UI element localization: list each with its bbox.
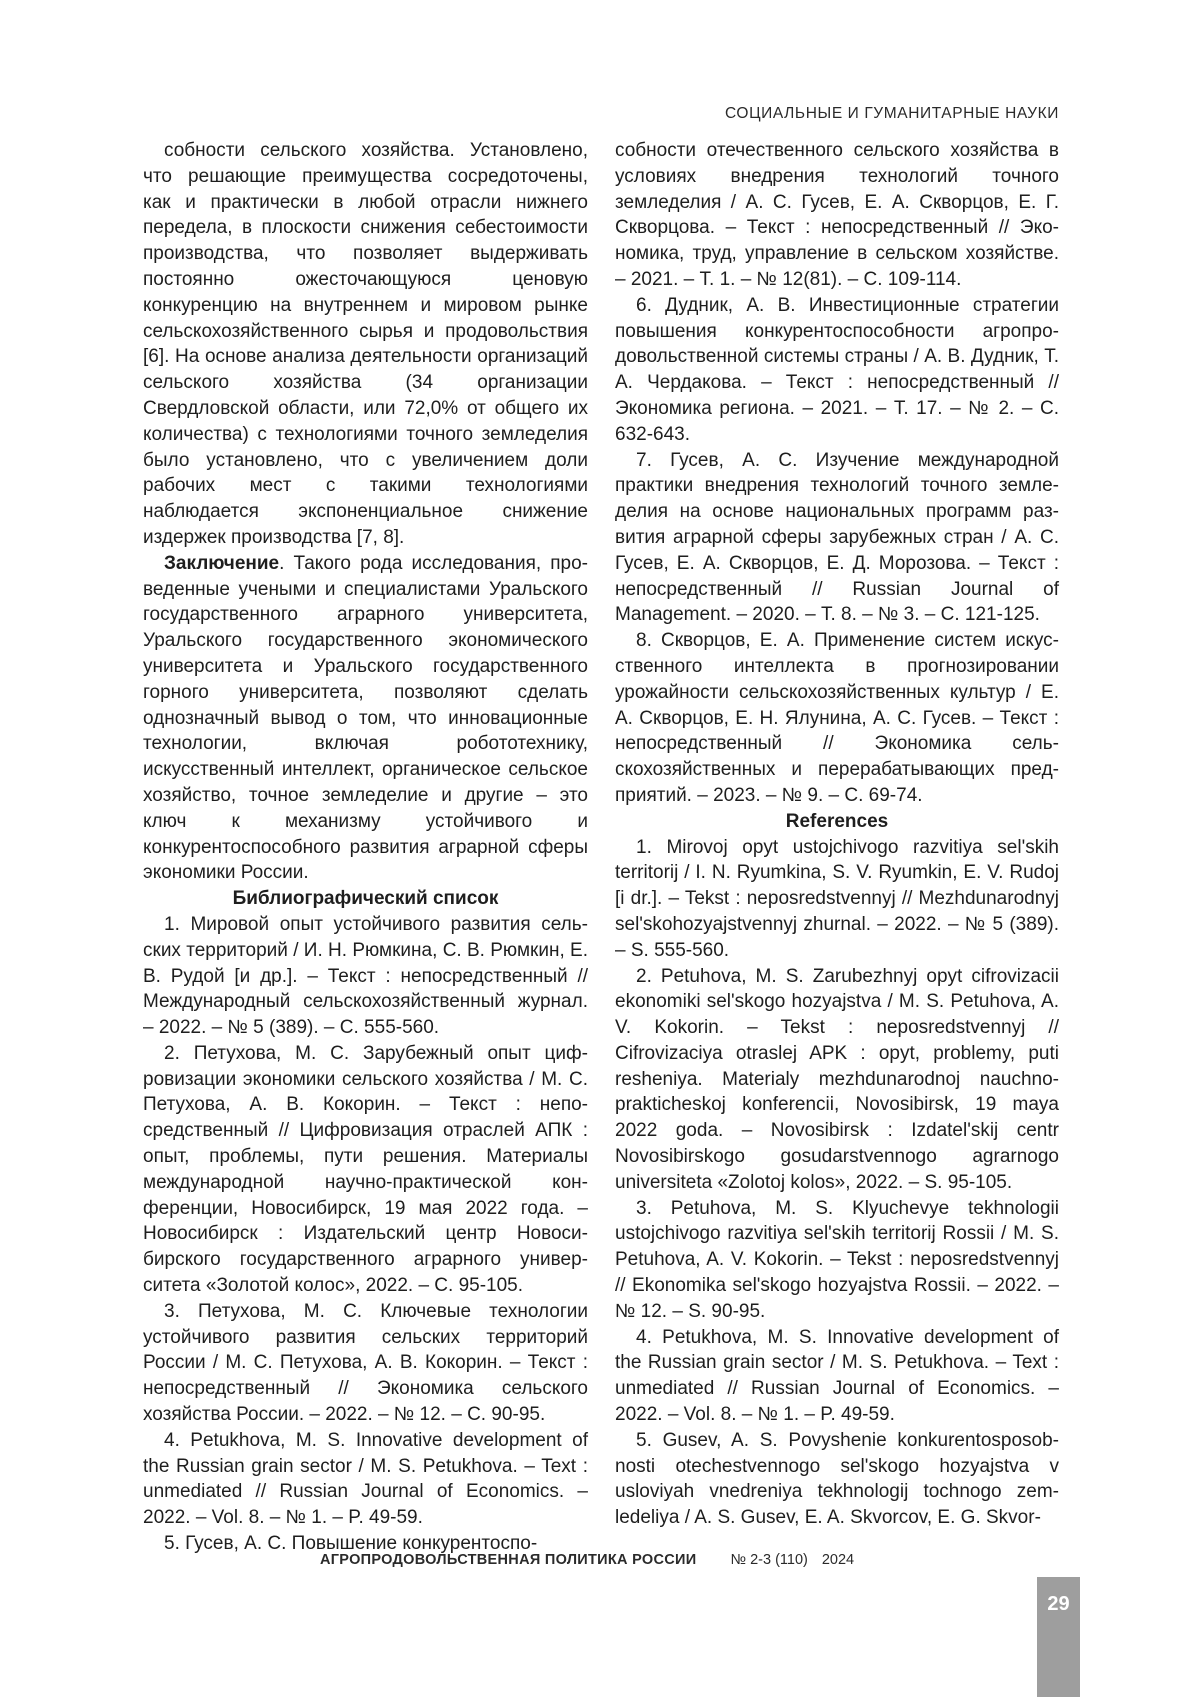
references-heading: References: [785, 810, 889, 832]
left-column: [143, 138, 588, 1557]
reference-continuation: собности отечественного сельского хозяйства в условиях внедрения технологий точного земледелия / А. С. Гусев, Е. А. Скворцов, Е. Г. Скворцова. – Текст : непосредственный // Экономика, труд, управление в сельском хозяйстве. – 2021. – Т. 1. – № 12(81). – С. 109-114.: [615, 140, 1059, 290]
body-paragraph: собности сельского хозяйства. Установлено, что решающие преимущества сосредоточены, как и практически в любой отрасли нижнего передела, в плоскости снижения себестоимости производства, что позволяет выдерживать постоянно ожесточающуюся ценовую конкуренцию на внутреннем и мировом рынке сельскохозяйственного сырья и продовольствия [6]. На основе анализа деятельности организаций сельского хозяйства (34 организации Свердловской области, или 72,0% от общего их количества) с технологиями точного земледелия было установлено, что с увеличением доли рабочих мест с такими технологиями наблюдается экспоненциальное снижение издержек производства [7, 8].: [143, 140, 588, 548]
reference-item-en: 3. Petuhova, M. S. Klyuchevye tekhnologii ustojchivogo razvitiya sel'skih territorij Rossii / M. S. Petuhova, A. V. Kokorin. – Tekst : neposredstvennyj // Ekonomika sel'skogo hozyajstva Rossii. – 2022. – № 12. – S. 90-95.: [615, 1197, 1059, 1322]
reference-item-en: 2. Petuhova, M. S. Zarubezhnyj opyt cifrovizacii ekonomiki sel'skogo hozyajstva / M. S. Petuhova, A. V. Kokorin. – Tekst : neposredstvennyj // Cifrovizaciya otraslej APK : opyt, problemy, puti resheniya. Materialy mezhdunarodnoj nauchno-prakticheskoj konferencii, Novosibirsk, 19 maya 2022 goda. – Novosibirsk : Izdatel'skij centr Novosibirskogo gosudarstvennogo agrarnogo universiteta «Zolotoj kolos», 2022. – S. 95-105.: [615, 965, 1059, 1193]
conclusion-paragraph: [143, 551, 588, 886]
reference-item: 6. Дудник, А. В. Инвестиционные стратегии повышения конкурентоспособности агропродовольственной системы страны / А. В. Дудник, Т. А. Чердакова. – Текст : непосредственный // Экономика региона. – 2021. – Т. 17. – № 2. – С. 632-643.: [615, 294, 1059, 445]
section-header: СОЦИАЛЬНЫЕ И ГУМАНИТАРНЫЕ НАУКИ: [724, 105, 1059, 122]
right-column: [615, 138, 1059, 1531]
reference-item-en: 5. Gusev, A. S. Povyshenie konkurentosposobnosti otechestvennogo sel'skogo hozyajstva v usloviyah vnedreniya tekhnologij tochnogo zemledeliya / A. S. Gusev, E. A. Skvorcov, E. G. Skvor-: [615, 1429, 1059, 1529]
reference-item: 3. Петухова, М. С. Ключевые технологии устойчивого развития сельских территорий России / М. С. Петухова, А. В. Кокорин. – Текст : непосредственный // Экономика сельского хозяйства России. – 2022. – № 12. – С. 90-95.: [143, 1300, 588, 1426]
issue-year: 2024: [821, 1552, 855, 1568]
reference-item-en: 1. Mirovoj opyt ustojchivogo razvitiya sel'skih territorij / I. N. Ryumkina, S. V. Ryumkin, E. V. Rudoj [i dr.]. – Tekst : neposredstvennyj // Mezhdunarodnyj sel'skohozyajstvennyj zhurnal. – 2022. – № 5 (389). – S. 555-560.: [615, 836, 1059, 961]
reference-item: 5. Гусев, А. С. Повышение конкурентоспо-: [164, 1533, 538, 1555]
journal-title: АГРОПРОДОВОЛЬСТВЕННАЯ ПОЛИТИКА РОССИИ: [320, 1552, 697, 1568]
reference-item: 1. Мировой опыт устойчивого развития сельских территорий / И. Н. Рюмкина, С. В. Рюмкин, Е. В. Рудой [и др.]. – Текст : непосредственный // Международный сельскохозяйственный журнал. – 2022. – № 5 (389). – С. 555-560.: [143, 913, 588, 1039]
bibliography-heading: Библиографический список: [232, 888, 499, 910]
page-number-tab: [1037, 1577, 1080, 1697]
reference-item: 7. Гусев, А. С. Изучение международной практики внедрения технологий точного земледелия на основе национальных программ развития аграрной сферы зарубежных стран / А. С. Гусев, Е. А. Скворцов, Е. Д. Морозова. – Текст : непосредственный // Russian Journal of Management. – 2020. – Т. 8. – № 3. – С. 121-125.: [615, 449, 1059, 626]
reference-item: 8. Скворцов, Е. А. Применение систем искусственного интеллекта в прогнозировании урожайности сельскохозяйственных культур / Е. А. Скворцов, Е. Н. Ялунина, А. С. Гусев. – Текст : непосредственный // Экономика сельскохозяйственных и перерабатывающих предприятий. – 2023. – № 9. – С. 69-74.: [615, 630, 1059, 806]
page-number: 29: [1047, 1593, 1070, 1615]
reference-item: 2. Петухова, М. С. Зарубежный опыт цифровизации экономики сельского хозяйства / М. С. Петухова, А. В. Кокорин. – Текст : непосредственный // Цифровизация отраслей АПК : опыт, проблемы, пути решения. Материалы международной научно-практической конференции, Новосибирск, 19 мая 2022 года. – Новосибирск : Издательский центр Новосибирского государственного аграрного университета «Золотой колос», 2022. – С. 95-105.: [143, 1042, 588, 1297]
conclusion-text: . Такого рода исследования, проведенные учеными и специалистами Уральского государственного аграрного университета, Уральского государственного экономического университета и Уральского государственного горного университета, позволяют сделать однозначный вывод о том, что инновационные технологии, включая робототехнику, искусственный интеллект, органическое сельское хозяйство, точное земледелие и другие – это ключ к механизму устойчивого и конкурентоспособного развития аграрной сферы экономики России.: [143, 552, 588, 884]
reference-item: 4. Petukhova, M. S. Innovative development of the Russian grain sector / M. S. Petukhova. – Text : unmediated // Russian Journal of Economics. – 2022. – Vol. 8. – № 1. – P. 49-59.: [143, 1429, 588, 1529]
conclusion-label: Заключение: [164, 552, 280, 574]
issue-number: № 2-3 (110): [730, 1552, 808, 1568]
footer: [320, 1552, 854, 1568]
reference-item-en: 4. Petukhova, M. S. Innovative development of the Russian grain sector / M. S. Petukhova. – Text : unmediated // Russian Journal of Economics. – 2022. – Vol. 8. – № 1. – P. 49-59.: [615, 1326, 1059, 1426]
